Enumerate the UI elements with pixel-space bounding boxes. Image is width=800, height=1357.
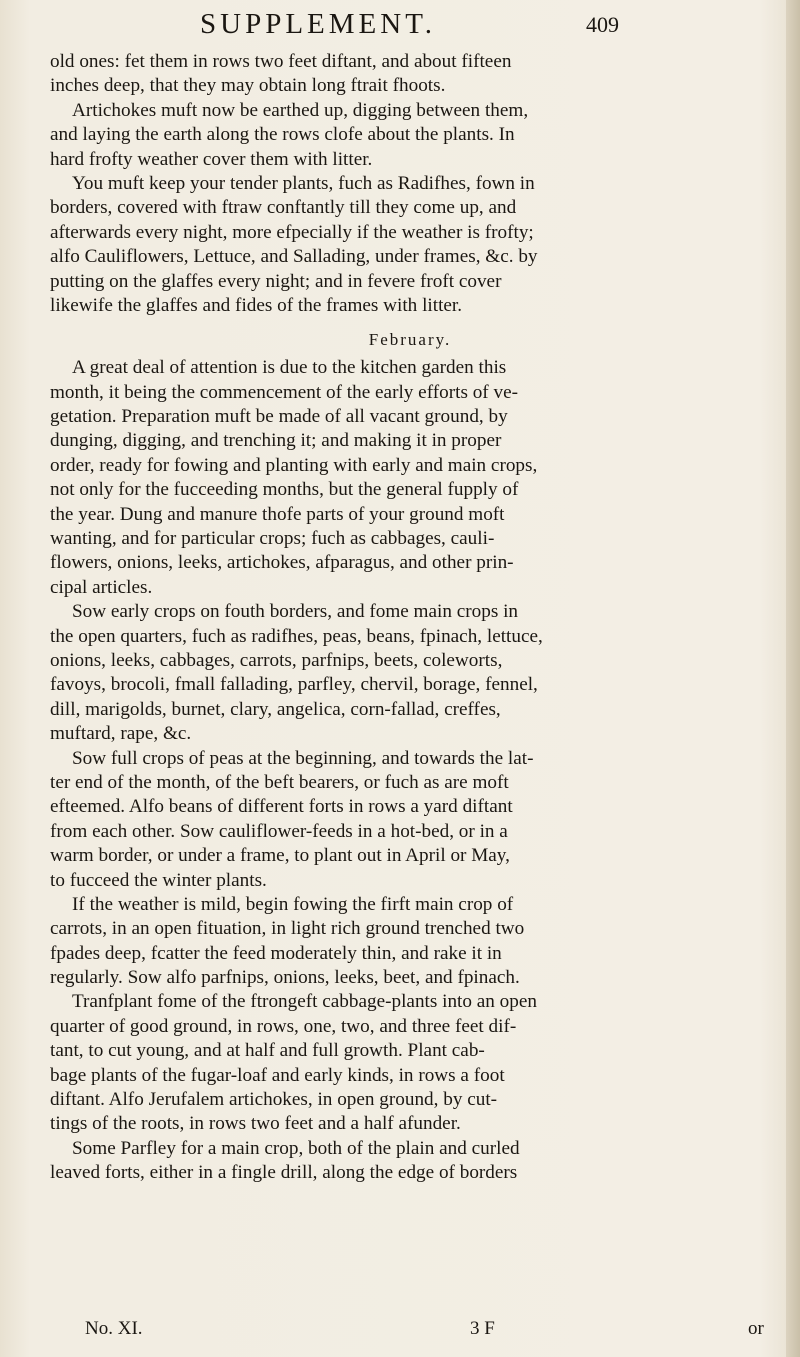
text-line: warm border, or under a frame, to plant out in April or May, — [50, 845, 510, 867]
text-line: the open quarters, fuch as radifhes, peas, beans, fpinach, lettuce, — [50, 625, 543, 647]
running-title: SUPPLEMENT. — [200, 8, 437, 40]
volume-signature: No. XI. — [85, 1318, 143, 1339]
text-line: If the weather is mild, begin fowing the firft main crop of — [72, 893, 514, 915]
text-line: getation. Preparation muft be made of all vacant ground, by — [50, 406, 508, 428]
text-line: inches deep, that they may obtain long ftrait fhoots. — [50, 75, 446, 97]
paragraph — [50, 356, 770, 600]
text-line: dill, marigolds, burnet, clary, angelica, corn-fallad, creffes, — [50, 698, 501, 720]
text-line: bage plants of the fugar-loaf and early kinds, in rows a foot — [50, 1064, 505, 1086]
page-footer — [0, 1318, 800, 1348]
page-header — [0, 8, 800, 48]
signature-mark: 3 F — [470, 1318, 495, 1339]
text-line: carrots, in an open fituation, in light rich ground trenched two — [50, 918, 525, 940]
text-line: dunging, digging, and trenching it; and making it in proper — [50, 430, 502, 452]
page-number: 409 — [586, 12, 619, 37]
text-line: regularly. Sow alfo parfnips, onions, leeks, beet, and fpinach. — [50, 967, 520, 989]
text-line: A great deal of attention is due to the kitchen garden this — [72, 357, 507, 379]
text-line: the year. Dung and manure thofe parts of your ground moft — [50, 503, 505, 525]
text-line: quarter of good ground, in rows, one, two, and three feet dif- — [50, 1015, 517, 1037]
text-line: likewife the glaffes and fides of the frames with litter. — [50, 294, 463, 316]
text-line: not only for the fucceeding months, but the general fupply of — [50, 479, 519, 501]
catchword: or — [748, 1318, 764, 1339]
paragraph — [50, 1137, 770, 1186]
text-line: diftant. Alfo Jerufalem artichokes, in open ground, by cut- — [50, 1089, 498, 1111]
text-line: Tranfplant fome of the ftrongeft cabbage-plants into an open — [72, 991, 537, 1013]
text-line: Sow full crops of peas at the beginning, and towards the lat- — [72, 747, 534, 769]
text-line: fpades deep, fcatter the feed moderately thin, and rake it in — [50, 942, 502, 964]
text-line: and laying the earth along the rows clofe about the plants. In — [50, 124, 515, 146]
paragraph — [50, 990, 770, 1136]
page-body — [50, 50, 770, 1186]
text-line: flowers, onions, leeks, artichokes, afparagus, and other prin- — [50, 552, 514, 574]
text-line: favoys, brocoli, fmall fallading, parfley, chervil, borage, fennel, — [50, 674, 538, 696]
text-line: order, ready for fowing and planting with early and main crops, — [50, 454, 538, 476]
paragraph — [50, 893, 770, 991]
paragraph — [50, 600, 770, 746]
text-line: efteemed. Alfo beans of different forts in rows a yard diftant — [50, 796, 513, 818]
text-line: tings of the roots, in rows two feet and a half afunder. — [50, 1113, 461, 1135]
paragraph — [50, 172, 770, 318]
text-line: month, it being the commencement of the early efforts of ve- — [50, 381, 518, 403]
text-line: Sow early crops on fouth borders, and fome main crops in — [72, 601, 519, 623]
text-line: wanting, and for particular crops; fuch as cabbages, cauli- — [50, 528, 495, 550]
text-line: leaved forts, either in a fingle drill, along the edge of borders — [50, 1162, 518, 1184]
text-line: from each other. Sow cauliflower-feeds in a hot-bed, or in a — [50, 820, 508, 842]
text-line: hard frofty weather cover them with litter. — [50, 148, 373, 170]
text-line: muftard, rape, &c. — [50, 723, 192, 745]
text-line: Artichokes muft now be earthed up, digging between them, — [72, 99, 529, 121]
text-line: to fucceed the winter plants. — [50, 869, 267, 891]
text-line: old ones: fet them in rows two feet diftant, and about fifteen — [50, 51, 512, 72]
text-line: putting on the glaffes every night; and in fevere froft cover — [50, 270, 502, 292]
text-line: tant, to cut young, and at half and full growth. Plant cab- — [50, 1040, 485, 1062]
text-line: alfo Cauliflowers, Lettuce, and Sallading, under frames, &c. by — [50, 246, 538, 268]
text-line: onions, leeks, cabbages, carrots, parfnips, beets, coleworts, — [50, 649, 503, 671]
text-line: Some Parfley for a main crop, both of the plain and curled — [72, 1137, 520, 1159]
page-edge — [786, 0, 800, 1357]
text-line: You muft keep your tender plants, fuch as Radifhes, fown in — [72, 172, 535, 194]
paragraph — [50, 747, 770, 893]
text-line: borders, covered with ftraw conftantly till they come up, and — [50, 197, 517, 219]
text-line: ter end of the month, of the beft bearers, or fuch as are moft — [50, 771, 509, 793]
text-line: cipal articles. — [50, 576, 153, 598]
paragraph — [50, 50, 770, 172]
text-line: afterwards every night, more efpecially if the weather is frofty; — [50, 221, 534, 243]
section-heading: February. — [368, 330, 452, 350]
